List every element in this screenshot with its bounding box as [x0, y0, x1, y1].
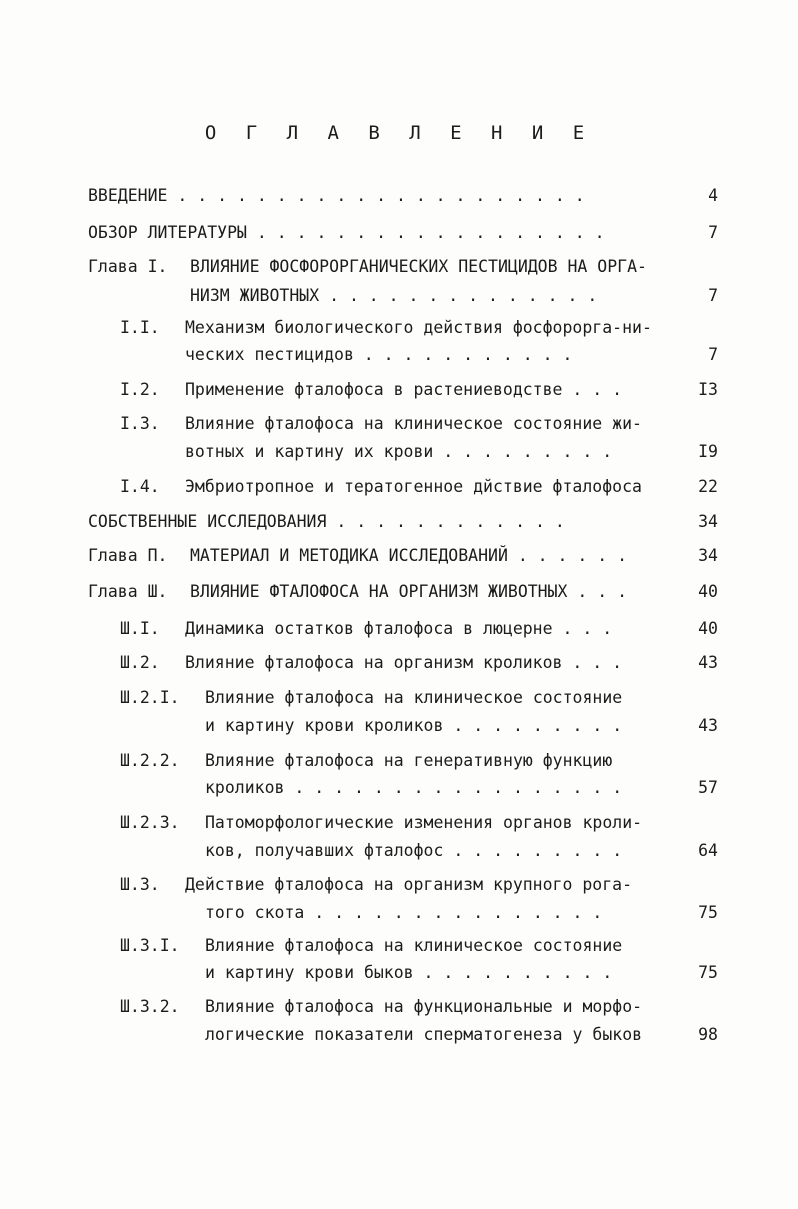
toc-entry-text: СОБСТВЕННЫЕ ИССЛЕДОВАНИЯ . . . . . . . . . . . .	[88, 512, 565, 531]
toc-page-number: 40	[698, 619, 718, 638]
toc-entry-text-cont: логические показатели сперматогенеза у быков	[205, 1025, 643, 1044]
toc-entry-text: Динамика остатков фталофоса в люцерне . . .	[185, 619, 613, 638]
toc-entry-number: Ш.2.	[120, 653, 160, 672]
toc-entry-number: Ш.3.2.	[120, 997, 180, 1016]
toc-entry-text: ОБЗОР ЛИТЕРАТУРЫ . . . . . . . . . . . . . . . . . .	[88, 223, 605, 242]
toc-entry-number: I.4.	[120, 477, 160, 496]
toc-entry-text-cont: НИЗМ ЖИВОТНЫХ . . . . . . . . . . . . . .	[190, 286, 598, 305]
toc-entry-text-cont: ков, получавших фталофос . . . . . . . . .	[205, 841, 623, 860]
toc-entry-text-cont: кроликов . . . . . . . . . . . . . . . . .	[205, 778, 623, 797]
toc-entry-number: I.3.	[120, 414, 160, 433]
toc-entry-text: Влияние фталофоса на клиническое состояние	[205, 936, 623, 955]
toc-entry-text-cont: вотных и картину их крови . . . . . . . . .	[185, 442, 613, 461]
toc-entry-text: Влияние фталофоса на клиническое состояние	[205, 688, 623, 707]
toc-page-number: I9	[698, 442, 718, 461]
toc-page-number: 75	[698, 903, 718, 922]
toc-page-number: I3	[698, 380, 718, 399]
toc-entry-number: Ш.2.I.	[120, 688, 180, 707]
toc-entry-number: I.2.	[120, 380, 160, 399]
toc-page-number: 57	[698, 778, 718, 797]
toc-entry-text-cont: ческих пестицидов . . . . . . . . . . .	[185, 345, 573, 364]
toc-entry-text: ВЛИЯНИЕ ФОСФОРОРГАНИЧЕСКИХ ПЕСТИЦИДОВ НА ОРГА-	[190, 257, 647, 276]
toc-entry-text: ВЛИЯНИЕ ФТАЛОФОСА НА ОРГАНИЗМ ЖИВОТНЫХ . . .	[190, 582, 628, 601]
toc-entry-number: Глава I.	[88, 257, 168, 276]
toc-page-number: 7	[708, 223, 718, 242]
toc-page-number: 34	[698, 512, 718, 531]
toc-entry-text: Влияние фталофоса на функциональные и морфо-	[205, 997, 643, 1016]
toc-page-number: 40	[698, 582, 718, 601]
toc-entry-text: МАТЕРИАЛ И МЕТОДИКА ИССЛЕДОВАНИЙ . . . . . .	[190, 546, 628, 565]
toc-page-number: 43	[698, 653, 718, 672]
toc-page-number: 75	[698, 963, 718, 982]
toc-page-number: 7	[708, 345, 718, 364]
toc-page-number: 22	[698, 477, 718, 496]
toc-entry-text: Эмбриотропное и тератогенное дйствие фталофоса	[185, 477, 642, 496]
toc-entry-text: Действие фталофоса на организм крупного рога-	[185, 875, 633, 894]
toc-entry-number: Глава Ш.	[88, 582, 168, 601]
toc-entry-number: Ш.2.2.	[120, 751, 180, 770]
toc-page-number: 4	[708, 186, 718, 205]
toc-entry-text: Патоморфологические изменения органов кроли-	[205, 813, 643, 832]
toc-entry-number: I.I.	[120, 318, 160, 337]
toc-entry-number: Ш.2.3.	[120, 813, 180, 832]
toc-entry-number: Ш.3.I.	[120, 936, 180, 955]
toc-entry-text: Применение фталофоса в растениеводстве . . .	[185, 380, 623, 399]
toc-page-number: 64	[698, 841, 718, 860]
toc-entry-text: Влияние фталофоса на генеративную функцию	[205, 751, 613, 770]
toc-entry-number: Глава П.	[88, 546, 168, 565]
toc-entry-text: ВВЕДЕНИЕ . . . . . . . . . . . . . . . . . . . . .	[88, 186, 585, 205]
toc-entry-text-cont: того скота . . . . . . . . . . . . . . .	[205, 903, 603, 922]
toc-entry-text-cont: и картину крови быков . . . . . . . . . .	[205, 963, 613, 982]
toc-entry-text: Влияние фталофоса на организм кроликов . . .	[185, 653, 623, 672]
toc-page-number: 34	[698, 546, 718, 565]
toc-entry-text: Механизм биологического действия фосфорорга-ни-	[185, 318, 652, 337]
toc-page-number: 7	[708, 286, 718, 305]
toc-entry-number: Ш.I.	[120, 619, 160, 638]
toc-entry-text: Влияние фталофоса на клиническое состояние жи-	[185, 414, 642, 433]
toc-entry-number: Ш.3.	[120, 875, 160, 894]
toc-page-number: 98	[698, 1025, 718, 1044]
toc-page-number: 43	[698, 716, 718, 735]
toc-entry-text-cont: и картину крови кроликов . . . . . . . . .	[205, 716, 623, 735]
page-title: О Г Л А В Л Е Н И Е	[204, 122, 594, 144]
